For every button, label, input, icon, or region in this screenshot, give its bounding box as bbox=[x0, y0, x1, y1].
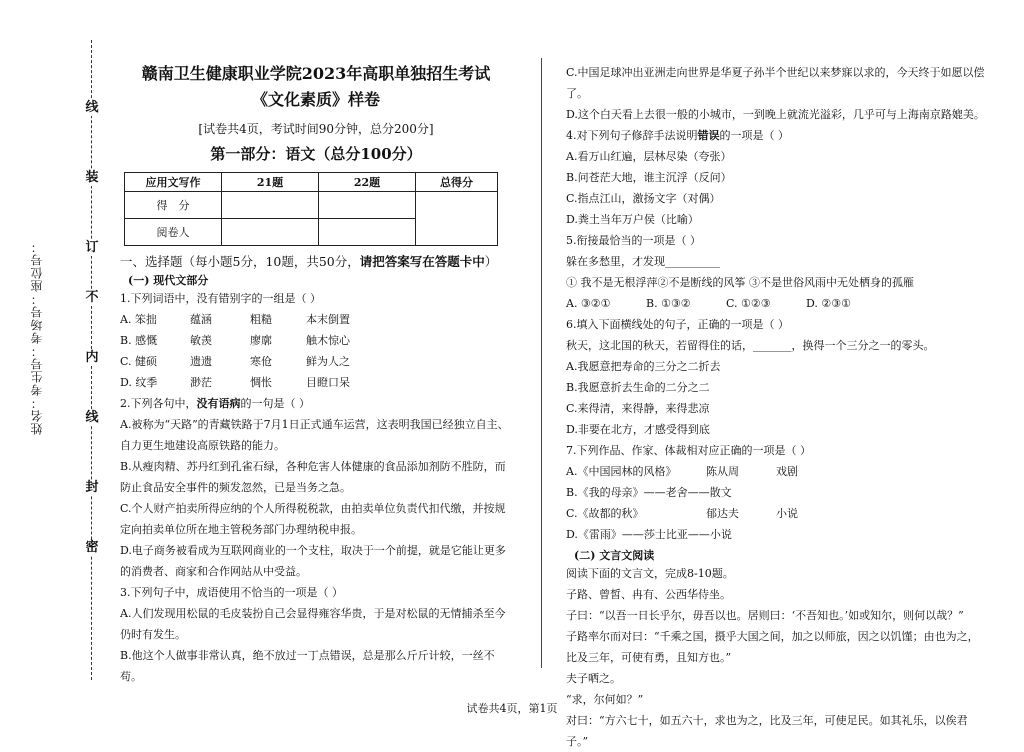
classic-text-line: “求，尔何如？” bbox=[566, 693, 644, 706]
option-text: 目瞪口呆 bbox=[306, 376, 350, 389]
margin-char: 内 bbox=[82, 350, 102, 366]
score-table-header: 22题 bbox=[319, 173, 416, 192]
option-text: C.《故都的秋》 bbox=[566, 507, 644, 520]
score-table-header: 21题 bbox=[222, 173, 319, 192]
option-text: 本末倒置 bbox=[306, 313, 350, 326]
option-text: 鲜为人之 bbox=[306, 355, 350, 368]
option-text: 触木惊心 bbox=[306, 334, 350, 347]
score-row-label: 得 分 bbox=[125, 192, 222, 219]
q2-option-d: D.电子商务被看成为互联网商业的一个支柱，取决于一个前提，就是它能让更多的消费者、商家和合作网站从中受益。 bbox=[120, 544, 506, 578]
q5-options bbox=[566, 293, 986, 314]
total-score-cell[interactable] bbox=[416, 192, 498, 246]
question-6: 6.填入下面横线处的句子，正确的一项是（ ） bbox=[566, 318, 789, 331]
q2-option-a: A.被称为“天路”的青藏铁路于7月1日正式通车运营，这表明我国已经独立自主、自力更生地建设高原铁路的能力。 bbox=[120, 418, 509, 452]
question-3: 3.下列句子中，成语使用不恰当的一项是（ ） bbox=[120, 586, 343, 599]
option-text: A.《中国园林的风格》 bbox=[566, 465, 677, 478]
margin-char: 线 bbox=[82, 100, 102, 116]
q7-option-d bbox=[566, 524, 986, 545]
option-text: 郁达夫 bbox=[706, 507, 739, 520]
option-text: 粗糙 bbox=[250, 313, 272, 326]
exam-title: 赣南卫生健康职业学院2023年高职单独招生考试 bbox=[141, 64, 491, 83]
grader-cell[interactable] bbox=[222, 219, 319, 246]
question-4 bbox=[566, 125, 986, 146]
grader-cell[interactable] bbox=[319, 219, 416, 246]
question-5: 5.衔接最恰当的一项是（ ） bbox=[566, 234, 701, 247]
q5-items: ① 我不是无根浮萍②不是断线的风筝 ③不是世俗风雨中无处栖身的孤雁 bbox=[566, 276, 914, 289]
margin-char: 线 bbox=[82, 410, 102, 426]
binding-margin-chars bbox=[82, 80, 102, 640]
q3-option-d: D.这个白天看上去很一般的小城市，一到晚上就流光溢彩，几乎可与上海南京路媲美。 bbox=[566, 108, 985, 121]
score-cell[interactable] bbox=[222, 192, 319, 219]
option-text: 遗遗 bbox=[190, 355, 212, 368]
option-text: B.《我的母亲》——老舍——散文 bbox=[566, 486, 732, 499]
q1-option-c bbox=[120, 351, 512, 372]
option-text: 渺茫 bbox=[190, 376, 212, 389]
subsection-heading: (一) 现代文部分 bbox=[128, 274, 209, 287]
option-text: 蕴涵 bbox=[190, 313, 212, 326]
q6-option-d: D.非要在北方，才感受得到底 bbox=[566, 423, 710, 436]
option-text: D. ②③① bbox=[806, 297, 852, 310]
option-text: 陈从周 bbox=[706, 465, 739, 478]
grader-row-label: 阅卷人 bbox=[125, 219, 222, 246]
page-footer: 试卷共4页，第1页 bbox=[466, 702, 558, 715]
option-text: 寒伧 bbox=[250, 355, 272, 368]
classic-text-line: 子路、曾皙、冉有、公西华侍坐。 bbox=[566, 588, 731, 601]
option-text: 敏羡 bbox=[190, 334, 212, 347]
subsection-heading: (二) 文言文阅读 bbox=[574, 549, 655, 562]
question-2 bbox=[120, 393, 512, 414]
q4-option-c: C.指点江山，激扬文字（对偶） bbox=[566, 192, 721, 205]
question-emphasis: 错误 bbox=[697, 129, 720, 142]
q4-option-a: A.看万山红遍，层林尽染（夸张） bbox=[566, 150, 732, 163]
margin-char: 封 bbox=[82, 480, 102, 496]
part-title: 第一部分：语文（总分100分） bbox=[210, 145, 422, 163]
option-text: D. 纹季 bbox=[120, 376, 158, 389]
section-heading-text: 一、选择题（每小题5分，10题，共50分， bbox=[120, 254, 360, 269]
reading-intro: 阅读下面的文言文，完成8-10题。 bbox=[566, 567, 734, 580]
question-text: 4.对下列句子修辞手法说明 bbox=[566, 129, 698, 142]
q2-option-c: C.个人财产拍卖所得应纳的个人所得税税款，由拍卖单位负责代扣代缴，并按规定向拍卖单位所在地主管税务部门办理纳税申报。 bbox=[120, 502, 506, 536]
exam-subtitle: 《文化素质》样卷 bbox=[251, 90, 380, 109]
q1-option-a bbox=[120, 309, 512, 330]
q3-option-a: A.人们发现用松鼠的毛皮装扮自己会显得雍容华贵，于是对松鼠的无情捕杀至今仍时有发生。 bbox=[120, 607, 506, 641]
candidate-info-fields: 姓名：考生号：考场号：座位号： bbox=[30, 240, 44, 435]
q1-option-d bbox=[120, 372, 512, 393]
q6-option-b: B.我愿意折去生命的二分之二 bbox=[566, 381, 710, 394]
option-text: A. ③②① bbox=[566, 297, 611, 310]
q1-option-b bbox=[120, 330, 512, 351]
margin-char: 不 bbox=[82, 290, 102, 306]
q6-stem: 秋天，这北国的秋天，若留得住的话，_______，换得一个三分之一的零头。 bbox=[566, 339, 935, 352]
right-column bbox=[566, 62, 986, 752]
score-table-header: 总得分 bbox=[416, 173, 498, 192]
score-table bbox=[124, 172, 498, 246]
q4-option-d: D.粪土当年万户侯（比喻） bbox=[566, 213, 699, 226]
section-heading-end: ） bbox=[484, 254, 498, 269]
question-emphasis: 没有语病 bbox=[196, 397, 241, 410]
q7-option-b bbox=[566, 482, 986, 503]
option-text: C. ①②③ bbox=[726, 297, 771, 310]
question-text: 的一项是（ ） bbox=[719, 129, 789, 142]
option-text: 廖廓 bbox=[250, 334, 272, 347]
option-text: 小说 bbox=[776, 507, 798, 520]
option-text: 惆怅 bbox=[250, 376, 272, 389]
question-text: 的一句是（ ） bbox=[240, 397, 310, 410]
classic-text-line: 子曰：“以吾一日长乎尔，毋吾以也。居则曰：‘不吾知也。’如或知尔，则何以哉？” bbox=[566, 609, 964, 622]
score-cell[interactable] bbox=[319, 192, 416, 219]
option-text: 戏剧 bbox=[776, 465, 798, 478]
option-text: B. ①③② bbox=[646, 297, 691, 310]
section-heading-bold: 请把答案写在答题卡中 bbox=[359, 254, 485, 269]
classic-text-line: 夫子哂之。 bbox=[566, 672, 621, 685]
option-text: A. 笨拙 bbox=[120, 313, 157, 326]
q3-option-b: B.他这个人做事非常认真，绝不放过一丁点错误，总是那么斤斤计较，一丝不苟。 bbox=[120, 649, 495, 683]
q2-option-b: B.从瘦肉精、苏丹红到孔雀石绿，各种危害人体健康的食品添加剂防不胜防，而防止食品安全事件的频发忽然，已是当务之急。 bbox=[120, 460, 506, 494]
q6-option-c: C.来得清，来得静，来得悲凉 bbox=[566, 402, 710, 415]
q6-option-a: A.我愿意把寿命的三分之二折去 bbox=[566, 360, 721, 373]
margin-char: 密 bbox=[82, 540, 102, 556]
option-text: C. 健硕 bbox=[120, 355, 158, 368]
score-table-header: 应用文写作 bbox=[125, 173, 222, 192]
left-column bbox=[120, 62, 512, 687]
section-heading bbox=[120, 252, 512, 270]
q4-option-b: B.问苍茫大地，谁主沉浮（反问） bbox=[566, 171, 732, 184]
q7-option-a bbox=[566, 461, 986, 482]
q7-option-c bbox=[566, 503, 986, 524]
question-text: 2.下列各句中， bbox=[120, 397, 197, 410]
margin-char: 装 bbox=[82, 170, 102, 186]
q3-option-c: C.中国足球冲出亚洲走向世界是华夏子孙半个世纪以来梦寐以求的，今天终于如愿以偿了。 bbox=[566, 66, 985, 100]
question-1: 1.下列词语中，没有错别字的一组是（ ） bbox=[120, 292, 321, 305]
option-text: B. 感慨 bbox=[120, 334, 158, 347]
option-text: D.《雷雨》——莎士比亚——小说 bbox=[566, 528, 732, 541]
question-7: 7.下列作品、作家、体裁相对应正确的一项是（ ） bbox=[566, 444, 811, 457]
classic-text-line: 子路率尔而对曰：“千乘之国，摄乎大国之间，加之以师旅，因之以饥馑；由也为之，比及三年，可使有勇，且知方也。” bbox=[566, 630, 979, 664]
margin-char: 订 bbox=[82, 240, 102, 256]
q5-stem: 躲在多愁里，才发现__________ bbox=[566, 255, 720, 268]
exam-info: [试卷共4页，考试时间90分钟，总分200分] bbox=[198, 122, 434, 136]
column-divider bbox=[541, 58, 542, 668]
classic-text-line: 对曰：“方六七十，如五六十，求也为之，比及三年，可使足民。如其礼乐，以俟君子。” bbox=[566, 714, 968, 748]
